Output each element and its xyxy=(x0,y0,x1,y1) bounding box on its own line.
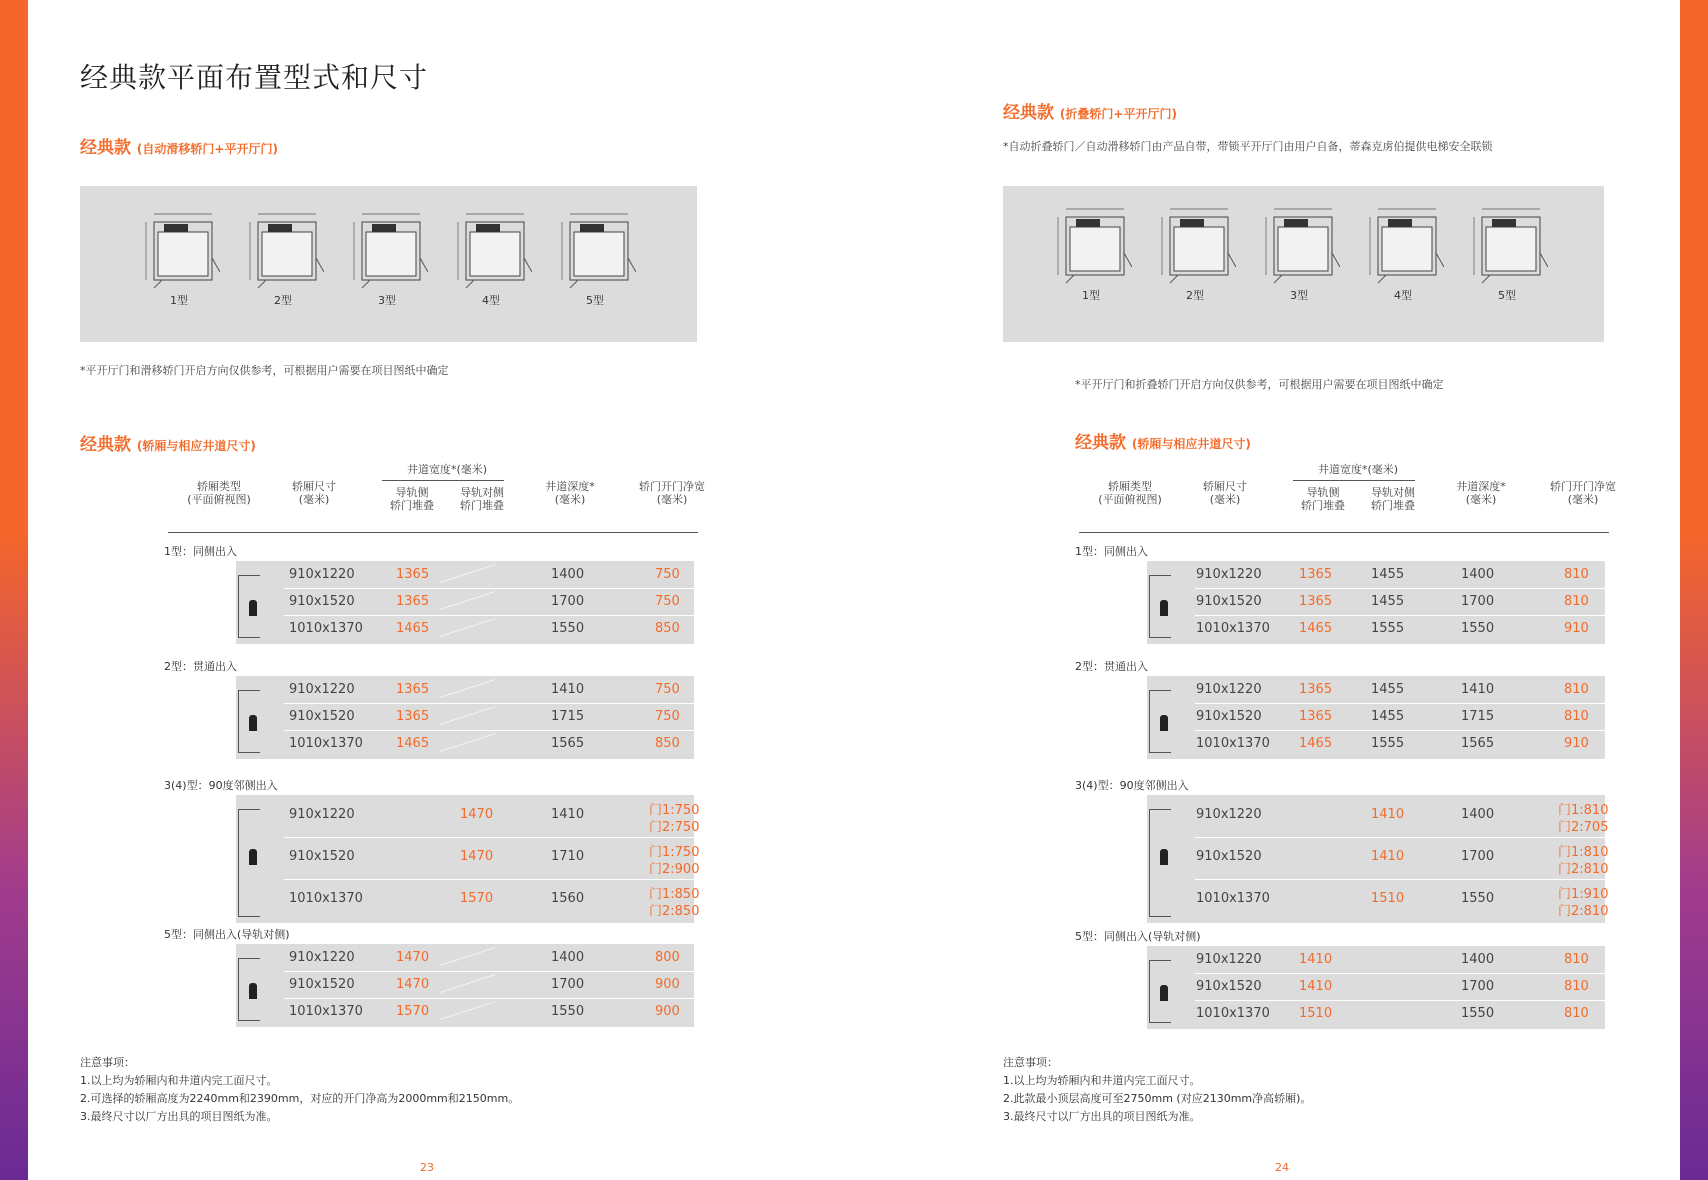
table-header: (毫米) xyxy=(1465,493,1497,506)
person-icon xyxy=(249,849,257,865)
car-plan-icon xyxy=(238,575,260,638)
cell-door-width-1: 门1:750 xyxy=(649,845,700,860)
cell-door-width-1: 门1:750 xyxy=(649,803,700,818)
cell-shaft-width-opposite: 1410 xyxy=(1371,849,1405,864)
cell-car-size: 1010x1370 xyxy=(1196,621,1270,636)
table-header: 轿门堆叠 xyxy=(460,499,504,512)
table-header: 轿厢类型 xyxy=(197,480,241,493)
cell-car-size: 910x1520 xyxy=(289,709,355,724)
diagram-note: *平开厅门和折叠轿门开启方向仅供参考，可根据用户需要在项目图纸中确定 xyxy=(1075,378,1444,391)
cell-door-width: 810 xyxy=(1564,567,1589,582)
elevator-plan-diagram xyxy=(1052,205,1132,285)
table-header: 轿门开门净宽 xyxy=(639,480,705,493)
group-label: 3(4)型：90度邻侧出入 xyxy=(164,779,278,792)
cell-car-size: 910x1520 xyxy=(1196,709,1262,724)
row-divider xyxy=(284,837,694,838)
cell-door-width: 810 xyxy=(1564,594,1589,609)
elevator-plan-diagram xyxy=(244,210,324,290)
person-icon xyxy=(249,715,257,731)
table-header: 导轨侧 xyxy=(1306,486,1340,499)
cell-shaft-width-rail-side: 1365 xyxy=(1299,682,1333,697)
cell-shaft-width-rail-side: 1365 xyxy=(396,682,430,697)
cell-door-width: 810 xyxy=(1564,682,1589,697)
group-label: 3(4)型：90度邻侧出入 xyxy=(1075,779,1189,792)
cell-shaft-width-rail-side: 1570 xyxy=(396,1004,430,1019)
group-label: 1型：同侧出入 xyxy=(1075,545,1148,558)
cell-shaft-depth: 1410 xyxy=(1461,682,1495,697)
table-header: 导轨对侧 xyxy=(1371,486,1415,499)
cell-shaft-width-rail-side: 1510 xyxy=(1299,1006,1333,1021)
cell-shaft-width-rail-side: 1365 xyxy=(396,709,430,724)
person-icon xyxy=(1160,985,1168,1001)
cell-car-size: 910x1520 xyxy=(289,594,355,609)
cell-shaft-depth: 1400 xyxy=(1461,952,1495,967)
table-header: (毫米) xyxy=(1567,493,1599,506)
cell-door-width: 810 xyxy=(1564,979,1589,994)
cell-shaft-depth: 1715 xyxy=(1461,709,1495,724)
row-divider xyxy=(1195,1000,1605,1001)
cell-door-width-2: 门2:810 xyxy=(1558,904,1609,919)
cell-car-size: 1010x1370 xyxy=(1196,736,1270,751)
cell-shaft-width-rail-side: 1470 xyxy=(396,977,430,992)
cell-door-width-1: 门1:810 xyxy=(1558,845,1609,860)
cell-shaft-depth: 1700 xyxy=(551,977,585,992)
cell-shaft-depth: 1710 xyxy=(551,849,585,864)
cell-shaft-width-rail-side: 1465 xyxy=(396,736,430,751)
diagram-label: 2型 xyxy=(274,294,292,307)
cell-shaft-depth: 1700 xyxy=(1461,979,1495,994)
car-plan-icon xyxy=(1149,690,1171,753)
diagram-label: 5型 xyxy=(1498,289,1516,302)
cell-car-size: 910x1520 xyxy=(1196,979,1262,994)
intro-note: *自动折叠轿门／自动滑移轿门由产品自带，带锁平开厅门由用户自备，蒂森克虏伯提供电梯安全联锁 xyxy=(1003,140,1493,153)
cell-door-width: 810 xyxy=(1564,709,1589,724)
cell-shaft-depth: 1715 xyxy=(551,709,585,724)
table-header: (毫米) xyxy=(554,493,586,506)
cell-shaft-width-rail-side: 1365 xyxy=(396,594,430,609)
cell-shaft-depth: 1550 xyxy=(551,1004,585,1019)
table-header: (毫米) xyxy=(656,493,688,506)
table-header: (平面俯视图) xyxy=(187,493,251,506)
cell-car-size: 910x1520 xyxy=(1196,594,1262,609)
cell-car-size: 1010x1370 xyxy=(1196,891,1270,906)
row-divider xyxy=(284,971,694,972)
footnote-line: 1.以上均为轿厢内和井道内完工面尺寸。 xyxy=(1003,1074,1201,1087)
table-header: 轿门堆叠 xyxy=(1371,499,1415,512)
group-label: 2型：贯通出入 xyxy=(1075,660,1148,673)
section-heading-layout: 经典款 (自动滑移轿门+平开厅门) xyxy=(80,138,278,158)
footnote-line: 3.最终尺寸以厂方出具的项目图纸为准。 xyxy=(80,1110,278,1123)
table-header: (平面俯视图) xyxy=(1098,493,1162,506)
diagram-label: 3型 xyxy=(378,294,396,307)
cell-car-size: 910x1220 xyxy=(1196,807,1262,822)
cell-car-size: 910x1220 xyxy=(289,950,355,965)
cell-door-width: 850 xyxy=(655,621,680,636)
table-header: 井道宽度*(毫米) xyxy=(406,463,488,476)
row-divider xyxy=(1195,730,1605,731)
row-divider xyxy=(284,588,694,589)
row-divider xyxy=(1195,879,1605,880)
row-divider xyxy=(284,703,694,704)
cell-shaft-depth: 1400 xyxy=(1461,567,1495,582)
diagram-label: 5型 xyxy=(586,294,604,307)
row-divider xyxy=(284,998,694,999)
cell-shaft-width-rail-side: 1365 xyxy=(1299,567,1333,582)
cell-shaft-width-rail-side: 1410 xyxy=(1299,952,1333,967)
table-header: 井道深度* xyxy=(1456,480,1506,493)
cell-shaft-depth: 1410 xyxy=(551,807,585,822)
cell-shaft-depth: 1550 xyxy=(1461,621,1495,636)
cell-door-width-2: 门2:810 xyxy=(1558,862,1609,877)
cell-shaft-width-opposite: 1455 xyxy=(1371,567,1405,582)
car-plan-icon xyxy=(1149,960,1171,1023)
car-plan-icon xyxy=(238,690,260,753)
cell-shaft-depth: 1550 xyxy=(1461,1006,1495,1021)
cell-shaft-width-opposite: 1555 xyxy=(1371,621,1405,636)
elevator-plan-diagram xyxy=(1468,205,1548,285)
cell-door-width-1: 门1:810 xyxy=(1558,803,1609,818)
table-header: (毫米) xyxy=(298,493,330,506)
cell-car-size: 1010x1370 xyxy=(289,891,363,906)
header-divider xyxy=(1293,480,1415,481)
diagram-label: 2型 xyxy=(1186,289,1204,302)
cell-car-size: 1010x1370 xyxy=(289,621,363,636)
cell-shaft-width-rail-side: 1365 xyxy=(396,567,430,582)
cell-shaft-depth: 1565 xyxy=(1461,736,1495,751)
section-heading-dimensions: 经典款 (轿厢与相应井道尺寸) xyxy=(1075,433,1251,453)
diagram-label: 1型 xyxy=(1082,289,1100,302)
diagram-label: 4型 xyxy=(1394,289,1412,302)
header-rule xyxy=(1079,532,1609,533)
table-header: 轿厢尺寸 xyxy=(1203,480,1247,493)
footnote-line: 3.最终尺寸以厂方出具的项目图纸为准。 xyxy=(1003,1110,1201,1123)
cell-door-width: 910 xyxy=(1564,736,1589,751)
footnote-line: 1.以上均为轿厢内和井道内完工面尺寸。 xyxy=(80,1074,278,1087)
cell-shaft-depth: 1400 xyxy=(1461,807,1495,822)
cell-shaft-width-opposite: 1555 xyxy=(1371,736,1405,751)
cell-door-width: 750 xyxy=(655,682,680,697)
group-label: 5型：同侧出入(导轨对侧) xyxy=(164,928,290,941)
cell-shaft-width-opposite: 1410 xyxy=(1371,807,1405,822)
table-header: 轿门堆叠 xyxy=(390,499,434,512)
cell-car-size: 910x1220 xyxy=(1196,952,1262,967)
cell-shaft-width-rail-side: 1365 xyxy=(1299,709,1333,724)
cell-door-width: 910 xyxy=(1564,621,1589,636)
cell-shaft-depth: 1400 xyxy=(551,567,585,582)
cell-door-width: 850 xyxy=(655,736,680,751)
cell-shaft-width-rail-side: 1465 xyxy=(1299,736,1333,751)
left-page-edge xyxy=(0,0,28,1180)
cell-door-width-2: 门2:900 xyxy=(649,862,700,877)
person-icon xyxy=(1160,715,1168,731)
cell-shaft-depth: 1410 xyxy=(551,682,585,697)
row-divider xyxy=(284,730,694,731)
elevator-plan-diagram xyxy=(140,210,220,290)
group-label: 2型：贯通出入 xyxy=(164,660,237,673)
cell-car-size: 910x1220 xyxy=(289,807,355,822)
car-plan-icon xyxy=(238,958,260,1021)
table-header: 轿门堆叠 xyxy=(1301,499,1345,512)
diagram-label: 3型 xyxy=(1290,289,1308,302)
cell-shaft-width-opposite: 1455 xyxy=(1371,709,1405,724)
cell-door-width-1: 门1:910 xyxy=(1558,887,1609,902)
table-header: 轿门开门净宽 xyxy=(1550,480,1616,493)
table-header: 井道深度* xyxy=(545,480,595,493)
elevator-plan-diagram xyxy=(1156,205,1236,285)
footnote-line: 注意事项： xyxy=(1003,1056,1058,1069)
cell-car-size: 910x1520 xyxy=(289,849,355,864)
row-divider xyxy=(1195,703,1605,704)
cell-shaft-width-opposite: 1570 xyxy=(460,891,494,906)
cell-door-width: 900 xyxy=(655,977,680,992)
table-header: (毫米) xyxy=(1209,493,1241,506)
cell-door-width: 750 xyxy=(655,567,680,582)
table-header: 轿厢类型 xyxy=(1108,480,1152,493)
cell-door-width: 750 xyxy=(655,594,680,609)
car-plan-icon xyxy=(238,809,260,917)
row-divider xyxy=(284,615,694,616)
footnote-line: 注意事项： xyxy=(80,1056,135,1069)
cell-shaft-width-rail-side: 1465 xyxy=(396,621,430,636)
group-label: 5型：同侧出入(导轨对侧) xyxy=(1075,930,1201,943)
elevator-plan-diagram xyxy=(348,210,428,290)
cell-car-size: 1010x1370 xyxy=(289,1004,363,1019)
row-divider xyxy=(1195,837,1605,838)
person-icon xyxy=(249,600,257,616)
cell-door-width-2: 门2:750 xyxy=(649,820,700,835)
diagram-label: 1型 xyxy=(170,294,188,307)
table-header: 导轨侧 xyxy=(395,486,429,499)
page-title: 经典款平面布置型式和尺寸 xyxy=(80,61,429,94)
cell-car-size: 910x1220 xyxy=(289,682,355,697)
cell-car-size: 1010x1370 xyxy=(289,736,363,751)
cell-shaft-depth: 1400 xyxy=(551,950,585,965)
person-icon xyxy=(1160,849,1168,865)
cell-shaft-width-rail-side: 1410 xyxy=(1299,979,1333,994)
car-plan-icon xyxy=(1149,575,1171,638)
cell-shaft-depth: 1550 xyxy=(1461,891,1495,906)
cell-shaft-width-opposite: 1455 xyxy=(1371,682,1405,697)
table-header: 导轨对侧 xyxy=(460,486,504,499)
cell-shaft-depth: 1550 xyxy=(551,621,585,636)
diagram-label: 4型 xyxy=(482,294,500,307)
cell-shaft-depth: 1700 xyxy=(1461,594,1495,609)
cell-shaft-depth: 1560 xyxy=(551,891,585,906)
elevator-plan-diagram xyxy=(1260,205,1340,285)
cell-door-width: 750 xyxy=(655,709,680,724)
person-icon xyxy=(1160,600,1168,616)
elevator-plan-diagram xyxy=(556,210,636,290)
cell-door-width: 810 xyxy=(1564,952,1589,967)
car-plan-icon xyxy=(1149,809,1171,917)
footnote-line: 2.可选择的轿厢高度为2240mm和2390mm，对应的开门净高为2000mm和2150mm。 xyxy=(80,1092,520,1105)
cell-shaft-width-rail-side: 1470 xyxy=(396,950,430,965)
cell-door-width-2: 门2:850 xyxy=(649,904,700,919)
cell-shaft-width-opposite: 1510 xyxy=(1371,891,1405,906)
footnote-line: 2.此款最小顶层高度可至2750mm (对应2130mm净高轿厢)。 xyxy=(1003,1092,1312,1105)
diagram-note: *平开厅门和滑移轿门开启方向仅供参考，可根据用户需要在项目图纸中确定 xyxy=(80,364,449,377)
section-heading-layout: 经典款 (折叠轿门+平开厅门) xyxy=(1003,103,1177,123)
elevator-plan-diagram xyxy=(452,210,532,290)
cell-car-size: 910x1220 xyxy=(1196,682,1262,697)
cell-car-size: 910x1520 xyxy=(289,977,355,992)
page-number: 24 xyxy=(1275,1161,1289,1174)
person-icon xyxy=(249,983,257,999)
page-number: 23 xyxy=(420,1161,434,1174)
row-divider xyxy=(1195,588,1605,589)
cell-shaft-width-opposite: 1470 xyxy=(460,849,494,864)
section-heading-dimensions: 经典款 (轿厢与相应井道尺寸) xyxy=(80,435,256,455)
right-page-edge xyxy=(1680,0,1708,1180)
cell-car-size: 1010x1370 xyxy=(1196,1006,1270,1021)
cell-shaft-width-rail-side: 1365 xyxy=(1299,594,1333,609)
cell-shaft-depth: 1700 xyxy=(1461,849,1495,864)
cell-shaft-depth: 1700 xyxy=(551,594,585,609)
cell-shaft-width-opposite: 1455 xyxy=(1371,594,1405,609)
cell-shaft-depth: 1565 xyxy=(551,736,585,751)
header-divider xyxy=(382,480,504,481)
cell-door-width-1: 门1:850 xyxy=(649,887,700,902)
cell-shaft-width-rail-side: 1465 xyxy=(1299,621,1333,636)
cell-shaft-width-opposite: 1470 xyxy=(460,807,494,822)
cell-door-width: 900 xyxy=(655,1004,680,1019)
table-header: 井道宽度*(毫米) xyxy=(1317,463,1399,476)
cell-door-width-2: 门2:705 xyxy=(1558,820,1609,835)
row-divider xyxy=(284,879,694,880)
group-label: 1型：同侧出入 xyxy=(164,545,237,558)
cell-car-size: 910x1520 xyxy=(1196,849,1262,864)
elevator-plan-diagram xyxy=(1364,205,1444,285)
cell-door-width: 800 xyxy=(655,950,680,965)
table-header: 轿厢尺寸 xyxy=(292,480,336,493)
row-divider xyxy=(1195,973,1605,974)
row-divider xyxy=(1195,615,1605,616)
cell-car-size: 910x1220 xyxy=(289,567,355,582)
header-rule xyxy=(168,532,698,533)
cell-door-width: 810 xyxy=(1564,1006,1589,1021)
cell-car-size: 910x1220 xyxy=(1196,567,1262,582)
